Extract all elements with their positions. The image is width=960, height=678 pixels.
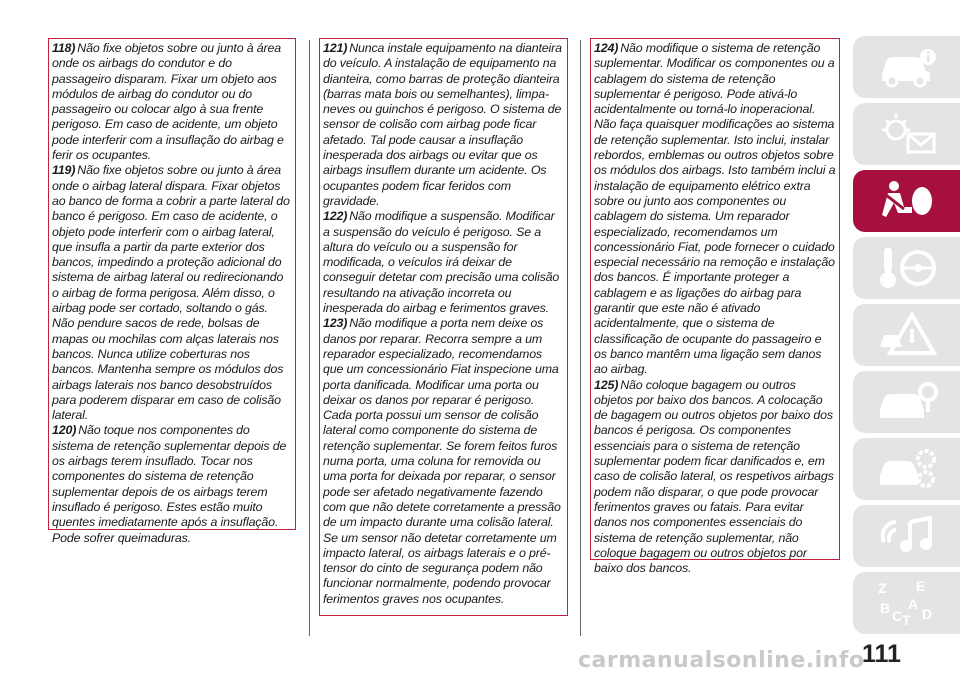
tab-starting-driving[interactable] bbox=[853, 237, 960, 299]
warning-column-1 bbox=[48, 38, 296, 545]
warning-text: Não fixe objetos sobre ou junto à área onde o airbag lateral dispara. Fixar objetos ao banco de forma a cobrir a parte lateral do banco é perigoso. Em caso de acidente, o objeto pode interferir com o airbag lateral, que insufla a partir da parte exterior dos bancos, impedindo a proteção adicional do sistema de airbag lateral ou redirecionando o airbag de forma perigosa. Além disso, o airbag pode ser cortado, soltando o gás. Não pendure sacos de rede, bolsas de mapas ou mochilas com alças laterais nos bancos. Nunca utilize coberturas nos bancos. Mantenha sempre os módulos dos airbags laterais nos banco desobstruídos para poderem disparar em caso de colisão lateral. bbox=[52, 163, 290, 423]
warning-paragraph bbox=[52, 423, 292, 545]
watermark: carmanualsonline.info bbox=[578, 648, 865, 673]
warning-text: Não toque nos componentes do sistema de retenção suplementar depois de os airbags terem insuflado. Tocar nos componentes do sistema de retenção suplementar depois de os airbags terem insuflado é perigoso. Estes estão muito quentes imediatamente após a insuflação. Pode sofrer queimaduras. bbox=[52, 423, 287, 545]
warning-paragraph bbox=[52, 41, 292, 163]
multimedia-icon bbox=[872, 512, 942, 560]
warning-text: Não modifique a porta nem deixe os danos por reparar. Recorra sempre a um reparador especializado, recomendamos que um concessionário Fiat inspecione uma porta danificada. Modificar uma porta ou deixar os danos por reparar é perigoso. Cada porta possui um sensor de colisão lateral como componente do sistema de retenção suplementar. Se forem feitos furos numa porta, uma coluna for removida ou uma porta for deixada por reparar, o sensor pode ser afetado negativamente fazendo com que não detete corretamente a pressão de um impacto durante uma colisão lateral. Se um sensor não detetar corretamente um impacto lateral, os airbags laterais e o pré-tensor do cinto de segurança podem não funcionar normalmente, podendo provocar ferimentos graves nos ocupantes. bbox=[323, 316, 561, 606]
index-letter: B bbox=[879, 600, 890, 616]
warning-triangle-icon bbox=[872, 311, 942, 359]
warning-number: 121) bbox=[323, 41, 348, 55]
warning-text: Não modifique a suspensão. Modificar a suspensão do veículo é perigoso. Se a altura do veículo ou a suspensão for modificada, o veículos irá deixar de conseguir detetar com precisão uma colisão resultando na ativação incorreta ou inesperada do airbag e ferimentos graves. bbox=[323, 209, 560, 316]
alphabet-index-icon bbox=[872, 579, 942, 627]
column-divider bbox=[580, 40, 581, 636]
svg-text:ZEBACTD bbox=[878, 579, 932, 627]
tab-maintenance[interactable] bbox=[853, 371, 960, 433]
warning-text: Não modifique o sistema de retenção suplementar. Modificar os componentes ou a cablagem do sistema de retenção suplementar é perigoso. Pode ativá-lo acidentalmente ou torná-lo inoperacional. Não faça quaisquer modificações ao sistema de retenção suplementar. Isto inclui, instalar rebordos, emblemas ou outros objetos sobre os módulos dos airbags. Isto também inclui a instalação de equipamento elétrico extra sobre ou junto aos componentes ou cablagem do sistema. Um reparador especializado, recomendamos um concessionário Fiat, pode fornecer o cuidado especial necessário na remoção e instalação dos bancos. É importante proteger a cablagem e as ligações do airbag para garantir que este não é ativado acidentalmente, que o sistema de classificação de ocupante do passageiro e os banco mantêm uma ligação sem danos ao airbag. bbox=[594, 41, 836, 377]
warning-number: 125) bbox=[594, 377, 619, 392]
index-letter: D bbox=[921, 606, 932, 622]
column-divider bbox=[309, 40, 310, 636]
tab-car-info[interactable] bbox=[853, 36, 960, 98]
index-letter: E bbox=[915, 579, 925, 594]
warning-lights-icon bbox=[872, 110, 942, 158]
warning-paragraph bbox=[594, 41, 836, 378]
warning-text: Nunca instale equipamento na dianteira do veículo. A instalação de equipamento na dianteira, como barras de proteção dianteira (barras mata bois ou semelhantes), limpa-neves ou guinchos é perigoso. O sistema de sensor de colisão com airbag pode ficar afetado. Tal pode causar a insuflação inesperada dos airbags ou evitar que os airbags insuflem durante um acidente. Os ocupantes podem ficar feridos com gravidade. bbox=[323, 41, 562, 208]
warning-paragraph bbox=[594, 378, 836, 577]
index-letter: C bbox=[891, 608, 902, 624]
warning-number: 120) bbox=[52, 423, 77, 438]
tab-safety[interactable] bbox=[853, 170, 960, 232]
warning-text: Não fixe objetos sobre ou junto à área onde os airbags do condutor e do passageiro disparam. Fixar um objeto aos módulos de airbag do condutor ou do passageiro ou colocar algo à sua frente perigoso. Em caso de acidente, um objeto pode interferir com a insuflação do airbag e ferir os ocupantes. bbox=[52, 41, 284, 163]
warning-column-3 bbox=[590, 38, 840, 576]
car-info-icon bbox=[872, 43, 942, 91]
index-letter: T bbox=[901, 612, 911, 627]
warning-text: Não coloque bagagem ou outros objetos por baixo dos bancos. A colocação de bagagem ou outros objetos por baixo dos bancos é perigosa. Os componentes essenciais para o sistema de retenção suplementar podem ficar danificados e, em caso de colisão lateral, os respetivos airbags podem não disparar, o que pode provocar ferimentos graves ou fatais. Para evitar danos nos componentes essenciais do sistema de retenção suplementar, não coloque bagagem ou outros objetos por baixo dos bancos. bbox=[594, 377, 834, 576]
chapter-tabs bbox=[853, 36, 960, 639]
page-number: 111 bbox=[862, 640, 901, 668]
tab-emergency[interactable] bbox=[853, 304, 960, 366]
tab-index[interactable] bbox=[853, 572, 960, 634]
tab-technical-data[interactable] bbox=[853, 438, 960, 500]
warning-paragraph bbox=[323, 209, 564, 316]
warning-paragraph bbox=[52, 163, 292, 423]
car-service-icon bbox=[872, 378, 942, 426]
warning-number: 123) bbox=[323, 316, 348, 331]
warning-number: 124) bbox=[594, 41, 619, 55]
gears-icon bbox=[872, 445, 942, 493]
warning-paragraph bbox=[323, 316, 564, 607]
warning-number: 122) bbox=[323, 209, 348, 224]
tab-warning-lights[interactable] bbox=[853, 103, 960, 165]
warning-number: 119) bbox=[52, 163, 76, 178]
warning-number: 118) bbox=[52, 41, 76, 55]
index-letter: Z bbox=[877, 580, 887, 596]
airbag-seatbelt-icon bbox=[872, 177, 942, 225]
warning-column-2 bbox=[319, 38, 568, 616]
warning-paragraph bbox=[323, 41, 564, 209]
index-letter: A bbox=[907, 596, 918, 612]
key-steering-wheel-icon bbox=[872, 244, 942, 292]
tab-multimedia[interactable] bbox=[853, 505, 960, 567]
